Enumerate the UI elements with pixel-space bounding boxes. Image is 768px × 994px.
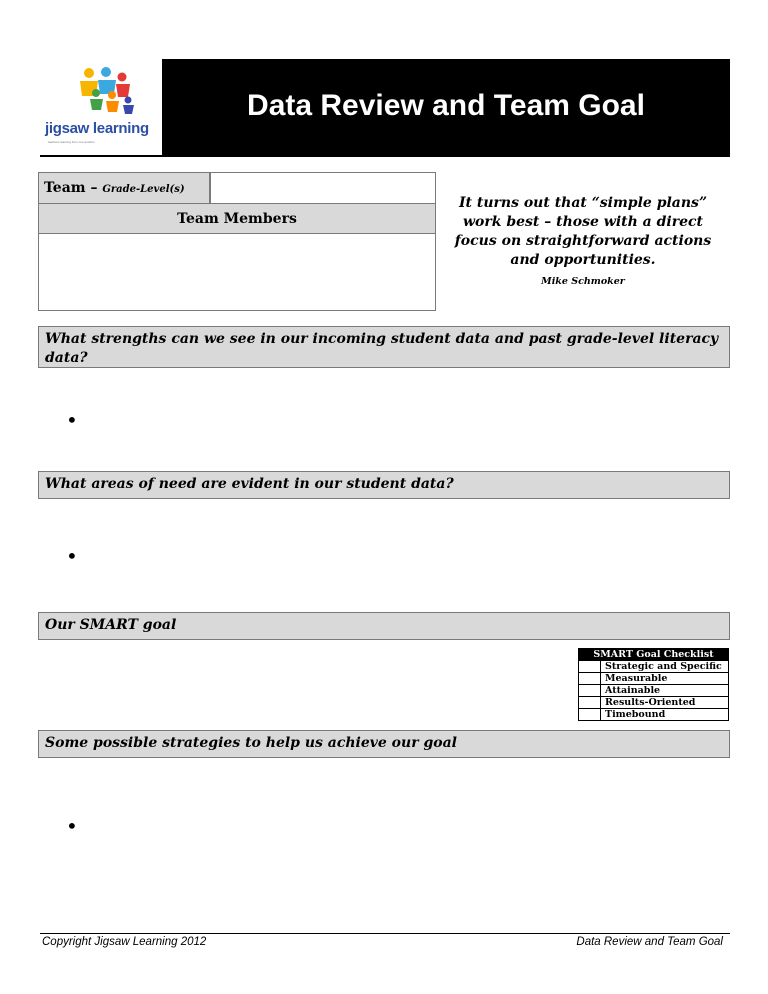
- strategies-bullet[interactable]: •: [66, 814, 78, 838]
- strategies-question: Some possible strategies to help us achieve our goal: [38, 730, 730, 758]
- checklist-item: [579, 696, 728, 708]
- strengths-bullet[interactable]: •: [66, 408, 78, 432]
- title-divider: [40, 155, 730, 157]
- footer-divider: [40, 933, 730, 934]
- footer-copyright: Copyright Jigsaw Learning 2012: [42, 936, 207, 948]
- checkbox[interactable]: [579, 685, 601, 696]
- grade-level-label: Grade-Level(s): [102, 184, 185, 195]
- checkbox[interactable]: [579, 661, 601, 672]
- quote-author: Mike Schmoker: [541, 276, 625, 287]
- logo-tagline: teachers learning from one another: [48, 140, 95, 144]
- checkbox[interactable]: [579, 697, 601, 708]
- checklist-title: SMART Goal Checklist: [579, 649, 728, 660]
- smart-goal-checklist: [578, 648, 729, 721]
- needs-bullet[interactable]: •: [66, 544, 78, 568]
- team-grade-level-field[interactable]: [210, 172, 436, 204]
- footer-document-title: Data Review and Team Goal: [576, 936, 723, 948]
- strengths-question: What strengths can we see in our incoming student data and past grade-level literacy data?: [38, 326, 730, 368]
- checklist-item-label: Measurable: [605, 673, 668, 684]
- jigsaw-learning-logo: [40, 60, 162, 152]
- people-figures-icon: [40, 60, 162, 122]
- checklist-item: [579, 660, 728, 672]
- checklist-item-label: Timebound: [605, 709, 666, 720]
- quote-text: It turns out that “simple plans” work best – those with a direct focus on straightforward actions and opportunities.: [454, 195, 712, 268]
- needs-question: What areas of need are evident in our student data?: [38, 471, 730, 499]
- team-members-field[interactable]: [38, 233, 436, 311]
- logo-wordmark: jigsaw learning: [45, 120, 149, 137]
- page-title: Data Review and Team Goal: [247, 89, 645, 122]
- checklist-item-label: Results-Oriented: [605, 697, 696, 708]
- team-label-text: Team –: [44, 180, 103, 196]
- team-grade-level-label-cell: [38, 172, 210, 204]
- checkbox[interactable]: [579, 673, 601, 684]
- checklist-item: [579, 684, 728, 696]
- team-members-header: Team Members: [38, 203, 436, 234]
- smart-goal-heading: Our SMART goal: [38, 612, 730, 640]
- checklist-item: [579, 708, 728, 720]
- checklist-item-label: Attainable: [605, 685, 661, 696]
- title-banner: [162, 59, 730, 155]
- checkbox[interactable]: [579, 709, 601, 720]
- checklist-item: [579, 672, 728, 684]
- checklist-item-label: Strategic and Specific: [605, 661, 722, 672]
- team-label: [44, 180, 185, 196]
